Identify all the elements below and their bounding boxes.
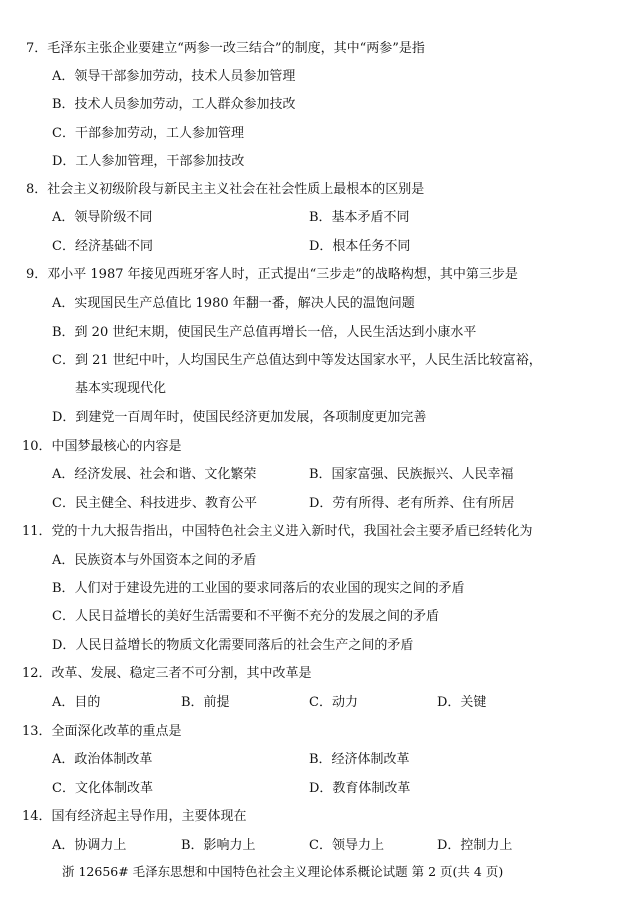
question-stem: 14．国有经济起主导作用，主要体现在 [22, 809, 247, 824]
question-stem: 7．毛泽东主张企业要建立“两参一改三结合”的制度，其中“两参”是指 [26, 41, 425, 56]
option-b: B．人们对于建设先进的工业国的要求同落后的农业国的现实之间的矛盾 [52, 581, 465, 596]
option-c-continuation: 基本实现现代化 [75, 381, 167, 396]
option-c: C．动力 [309, 695, 358, 710]
option-c: C．到 21 世纪中叶，人均国民生产总值达到中等发达国家水平，人民生活比较富裕， [52, 353, 542, 368]
option-d: D．根本任务不同 [309, 239, 411, 254]
option-c: C．文化体制改革 [52, 781, 153, 796]
question-stem: 9．邓小平 1987 年接见西班牙客人时，正式提出“三步走”的战略构想，其中第三步是 [26, 267, 518, 282]
option-b: B．影响力上 [181, 838, 256, 853]
option-a: A．协调力上 [52, 838, 127, 853]
option-a: A．政治体制改革 [52, 752, 153, 767]
option-d: D．劳有所得、老有所养、住有所居 [309, 496, 515, 511]
question-stem: 12．改革、发展、稳定三者不可分割，其中改革是 [22, 666, 312, 681]
option-b: B．到 20 世纪末期，使国民生产总值再增长一倍，人民生活达到小康水平 [52, 325, 477, 340]
option-d: D．人民日益增长的物质文化需要同落后的社会生产之间的矛盾 [52, 638, 414, 653]
option-b: B．基本矛盾不同 [309, 210, 410, 225]
option-c: C．民主健全、科技进步、教育公平 [52, 496, 257, 511]
question-stem: 11．党的十九大报告指出，中国特色社会主义进入新时代，我国社会主要矛盾已经转化为 [22, 524, 533, 539]
option-d: D．教育体制改革 [309, 781, 411, 796]
question-stem: 10．中国梦最核心的内容是 [22, 439, 182, 454]
option-c: C．干部参加劳动，工人参加管理 [52, 126, 244, 141]
option-b: B．技术人员参加劳动，工人群众参加技改 [52, 97, 296, 112]
option-a: A．实现国民生产总值比 1980 年翻一番，解决人民的温饱问题 [52, 296, 415, 311]
option-c: C．领导力上 [309, 838, 384, 853]
option-a: A．领导阶级不同 [52, 210, 153, 225]
option-b: B．国家富强、民族振兴、人民幸福 [309, 467, 514, 482]
option-d: D．关键 [437, 695, 487, 710]
option-a: A．领导干部参加劳动，技术人员参加管理 [52, 69, 296, 84]
option-d: D．到建党一百周年时，使国民经济更加发展，各项制度更加完善 [52, 410, 427, 425]
option-c: C．经济基础不同 [52, 239, 153, 254]
option-a: A．目的 [52, 695, 101, 710]
question-stem: 8．社会主义初级阶段与新民主主义社会在社会性质上最根本的区别是 [26, 182, 425, 197]
option-a: A．经济发展、社会和谐、文化繁荣 [52, 467, 257, 482]
question-stem: 13．全面深化改革的重点是 [22, 724, 182, 739]
option-c: C．人民日益增长的美好生活需要和不平衡不充分的发展之间的矛盾 [52, 609, 439, 624]
page-footer: 浙 12656# 毛泽东思想和中国特色社会主义理论体系概论试题 第 2 页(共 4 页) [62, 864, 504, 879]
option-b: B．前提 [181, 695, 230, 710]
option-d: D．工人参加管理，干部参加技改 [52, 154, 245, 169]
option-b: B．经济体制改革 [309, 752, 410, 767]
option-a: A．民族资本与外国资本之间的矛盾 [52, 553, 257, 568]
option-d: D．控制力上 [437, 838, 513, 853]
